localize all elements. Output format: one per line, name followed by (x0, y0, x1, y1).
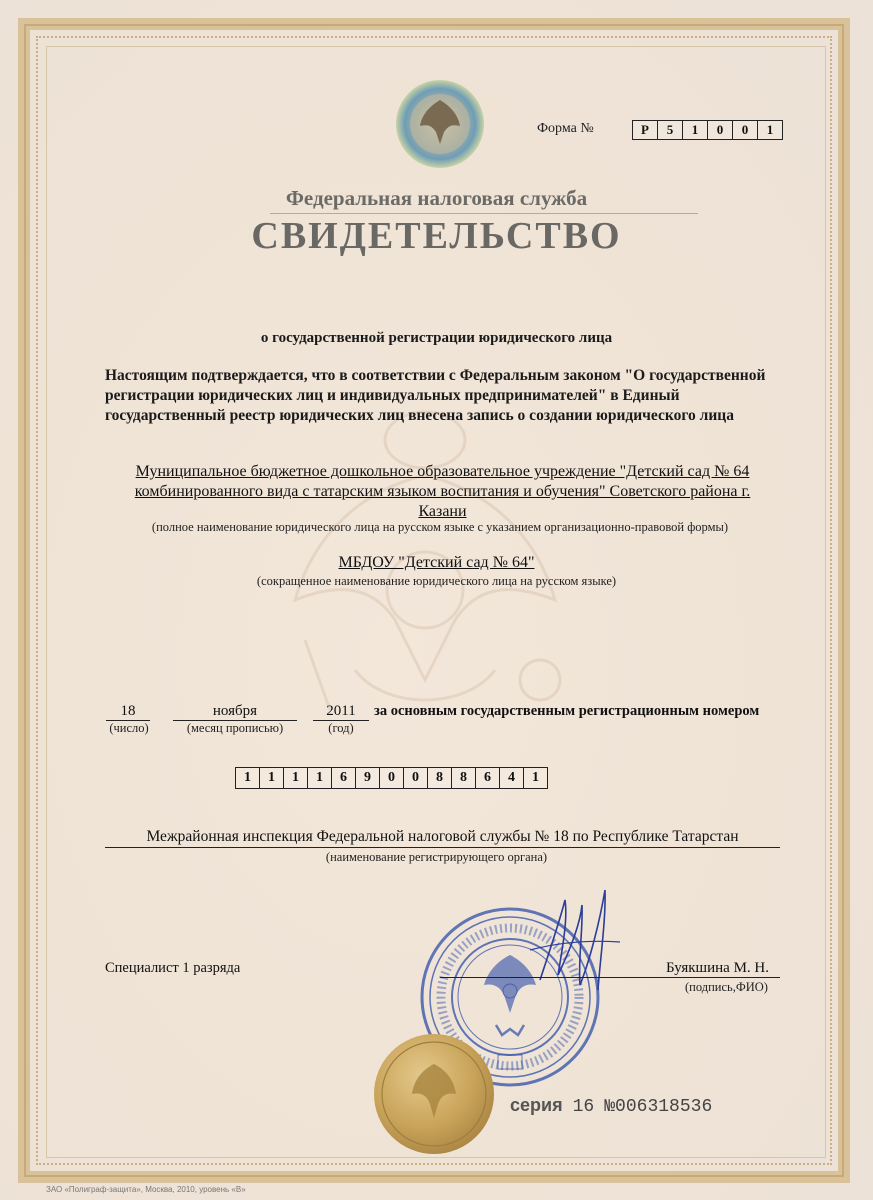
signer-position: Специалист 1 разряда (105, 960, 241, 976)
series-label: серия (510, 1095, 563, 1115)
ogrn-digit: 0 (379, 767, 404, 789)
date-month-caption: (месяц прописью) (186, 721, 284, 735)
ogrn-digit: 8 (451, 767, 476, 789)
hologram-emblem (394, 78, 486, 170)
date-year-caption: (год) (328, 721, 354, 735)
document-title: СВИДЕТЕЛЬСТВО (251, 215, 622, 257)
ogrn-digit: 1 (283, 767, 308, 789)
printer-footer: ЗАО «Полиграф-защита», Москва, 2010, уровень «В» (46, 1185, 246, 1194)
certificate-number: №006318536 (604, 1097, 713, 1117)
ogrn-number (236, 767, 548, 789)
ogrn-digit: 8 (427, 767, 452, 789)
ogrn-digit: 4 (499, 767, 524, 789)
form-number-cell: 0 (707, 120, 733, 140)
full-legal-name-text: Муниципальное бюджетное дошкольное образовательное учреждение "Детский сад № 64 комбинированного вида с татарским языком воспитания и обучения" Советского района г. Казани (134, 463, 751, 520)
short-legal-name (0, 554, 873, 572)
ogrn-digit: 1 (235, 767, 260, 789)
statement-text: Настоящим подтверждается, что в соответствии с Федеральным законом "О государственной регистрации юридических лиц и индивидуальных предпринимателей" в Единый государственный реестр юридических лиц внесена запись о создании юридического лица (105, 367, 766, 424)
short-legal-name-text: МБДОУ "Детский сад № 64" (338, 554, 535, 571)
authority-caption: (наименование регистрирующего органа) (325, 850, 548, 864)
ogrn-digit: 6 (475, 767, 500, 789)
registering-authority: Межрайонная инспекция Федеральной налоговой службы № 18 по Республике Татарстан (105, 828, 780, 848)
agency-name: Федеральная налоговая служба (285, 186, 588, 210)
date-month: ноября (173, 703, 297, 721)
series-code: 16 (572, 1097, 595, 1117)
ogrn-digit: 9 (355, 767, 380, 789)
form-number-cell: Р (632, 120, 658, 140)
form-number-cell: 1 (682, 120, 708, 140)
form-number-cell: 5 (657, 120, 683, 140)
form-number-cell: 0 (732, 120, 758, 140)
date-year: 2011 (313, 703, 369, 721)
full-name-caption: (полное наименование юридического лица на русском языке с указанием организационно-правовой формы) (151, 520, 729, 534)
ogrn-digit: 1 (307, 767, 332, 789)
ogrn-digit: 1 (259, 767, 284, 789)
date-day-caption: (число) (109, 721, 149, 735)
signature-caption: (подпись,ФИО) (685, 980, 768, 994)
short-name-caption: (сокращенное наименование юридического лица на русском языке) (256, 574, 617, 588)
form-number-cell: 1 (757, 120, 783, 140)
ogrn-digit: 6 (331, 767, 356, 789)
full-legal-name (110, 462, 775, 522)
gold-seal (372, 1032, 496, 1156)
document-subtitle: о государственной регистрации юридического лица (260, 330, 613, 346)
registration-number-label: за основным государственным регистрационным номером (374, 703, 760, 719)
handwritten-signature (520, 880, 630, 1000)
ogrn-digit: 0 (403, 767, 428, 789)
signer-name: Буякшина М. Н. (666, 960, 769, 976)
form-label: Форма № (537, 121, 594, 136)
date-day: 18 (106, 703, 150, 721)
series-number (510, 1095, 712, 1117)
ogrn-digit: 1 (523, 767, 548, 789)
signature-line (440, 977, 780, 978)
form-number (633, 120, 783, 140)
